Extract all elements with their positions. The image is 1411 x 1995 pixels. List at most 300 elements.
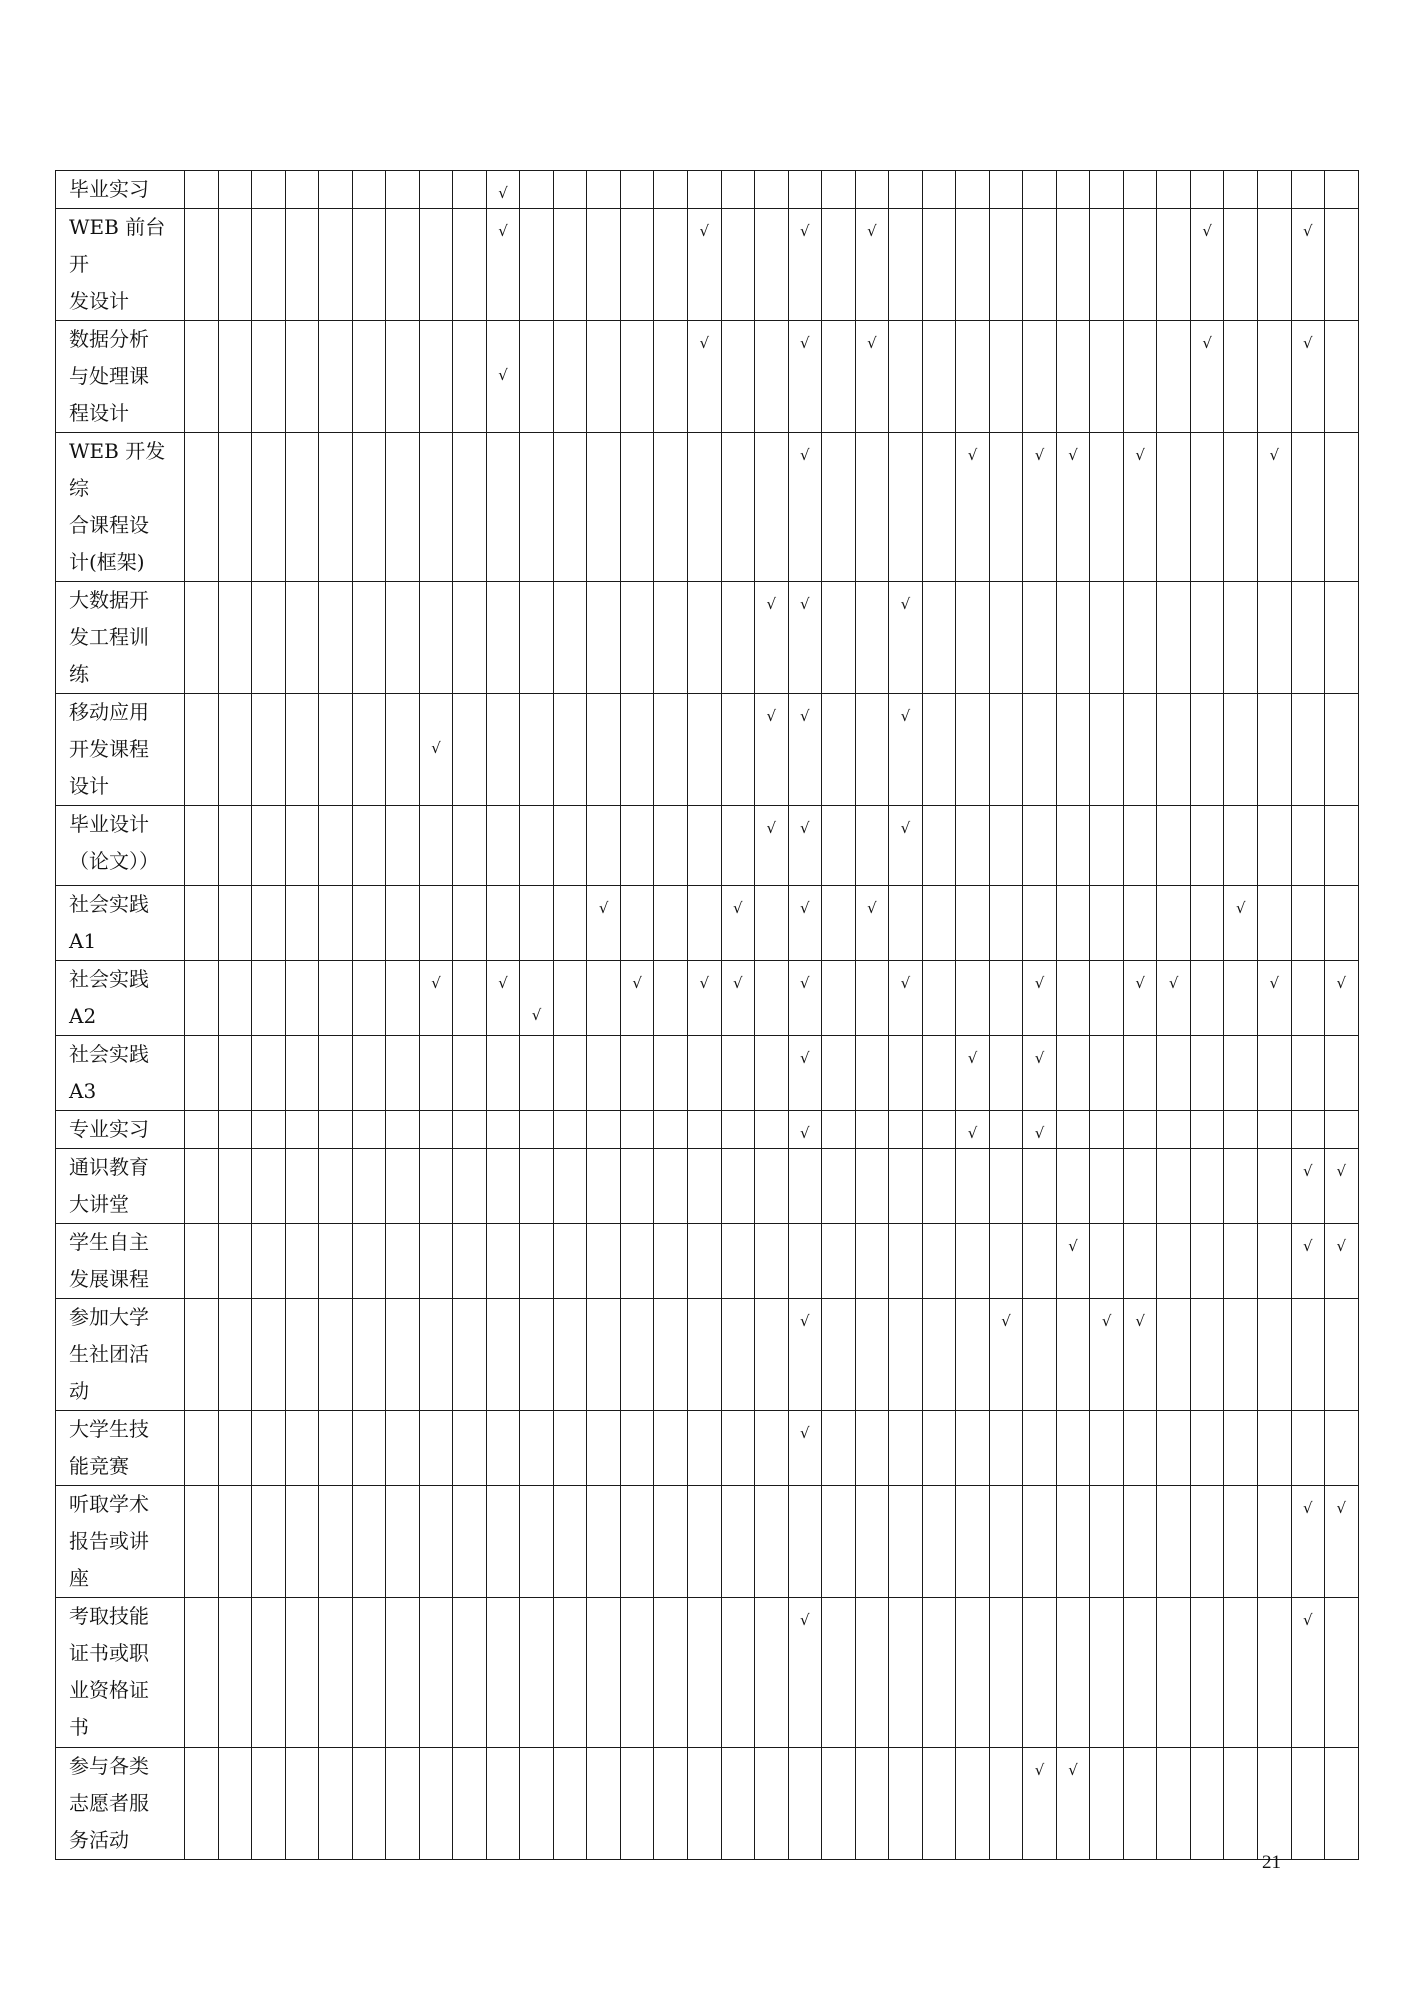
table-cell xyxy=(1023,171,1057,209)
table-cell xyxy=(822,806,856,886)
table-cell xyxy=(1224,1224,1258,1299)
table-cell xyxy=(687,1036,721,1111)
table-cell xyxy=(889,1748,923,1860)
table-cell xyxy=(386,961,420,1036)
table-cell xyxy=(319,886,353,961)
table-cell xyxy=(1123,1486,1157,1598)
table-cell xyxy=(1224,171,1258,209)
table-cell xyxy=(1291,1411,1325,1486)
table-cell xyxy=(185,321,219,433)
table-cell xyxy=(453,1111,487,1149)
table-cell xyxy=(1090,1411,1124,1486)
table-cell xyxy=(855,806,889,886)
table-cell xyxy=(822,433,856,582)
table-row xyxy=(56,1411,1359,1486)
table-cell xyxy=(687,1748,721,1860)
table-cell xyxy=(185,209,219,321)
table-cell xyxy=(922,582,956,694)
table-cell xyxy=(1157,321,1191,433)
table-cell xyxy=(185,1486,219,1598)
table-cell xyxy=(553,1224,587,1299)
table-cell xyxy=(520,209,554,321)
table-cell xyxy=(889,433,923,582)
table-cell xyxy=(218,694,252,806)
table-cell xyxy=(386,1036,420,1111)
table-cell xyxy=(185,433,219,582)
table-cell xyxy=(520,321,554,433)
table-cell xyxy=(1090,321,1124,433)
table-cell xyxy=(486,1748,520,1860)
table-cell xyxy=(386,1299,420,1411)
table-cell xyxy=(755,1598,789,1748)
table-cell xyxy=(218,209,252,321)
table-cell xyxy=(1023,886,1057,961)
check-mark: √ xyxy=(1291,321,1325,433)
table-cell xyxy=(285,886,319,961)
table-cell xyxy=(687,1111,721,1149)
table-cell xyxy=(721,1036,755,1111)
check-mark: √ xyxy=(956,433,990,582)
table-cell xyxy=(252,209,286,321)
table-cell xyxy=(587,582,621,694)
table-cell xyxy=(1291,806,1325,886)
row-label: 移动应用 开发课程 设计 xyxy=(56,694,185,806)
table-cell xyxy=(486,1111,520,1149)
table-row xyxy=(56,1149,1359,1224)
check-mark: √ xyxy=(1023,961,1057,1036)
check-mark: √ xyxy=(788,1036,822,1111)
check-mark: √ xyxy=(721,961,755,1036)
check-mark: √ xyxy=(889,694,923,806)
table-cell xyxy=(453,1411,487,1486)
table-cell xyxy=(755,961,789,1036)
check-mark: √ xyxy=(855,209,889,321)
table-cell xyxy=(654,1036,688,1111)
table-cell xyxy=(1258,1224,1292,1299)
table-cell xyxy=(855,1411,889,1486)
table-cell xyxy=(285,806,319,886)
table-cell xyxy=(1325,1411,1359,1486)
table-cell xyxy=(1291,1299,1325,1411)
table-cell xyxy=(587,1036,621,1111)
table-cell xyxy=(822,321,856,433)
table-cell xyxy=(218,1149,252,1224)
table-cell xyxy=(855,1036,889,1111)
check-mark: √ xyxy=(1258,433,1292,582)
table-cell xyxy=(218,1036,252,1111)
table-cell xyxy=(252,1486,286,1598)
table-cell xyxy=(319,1149,353,1224)
table-cell xyxy=(855,694,889,806)
table-cell xyxy=(1291,433,1325,582)
table-cell xyxy=(1224,806,1258,886)
table-cell xyxy=(185,1748,219,1860)
table-row xyxy=(56,209,1359,321)
check-mark: √ xyxy=(620,961,654,1036)
table-cell xyxy=(352,433,386,582)
table-cell xyxy=(587,694,621,806)
table-cell xyxy=(687,1299,721,1411)
table-cell xyxy=(1056,582,1090,694)
table-cell xyxy=(922,1486,956,1598)
table-cell xyxy=(218,1486,252,1598)
check-mark: √ xyxy=(1325,1149,1359,1224)
table-cell xyxy=(1090,433,1124,582)
table-cell xyxy=(922,1149,956,1224)
table-cell xyxy=(922,1598,956,1748)
table-cell xyxy=(620,1411,654,1486)
table-cell xyxy=(721,1149,755,1224)
table-cell xyxy=(755,433,789,582)
table-cell xyxy=(520,806,554,886)
table-cell xyxy=(185,886,219,961)
table-cell xyxy=(252,1111,286,1149)
table-cell xyxy=(553,1036,587,1111)
table-cell xyxy=(185,171,219,209)
table-row xyxy=(56,1598,1359,1748)
table-cell xyxy=(1224,209,1258,321)
table-cell xyxy=(1090,171,1124,209)
check-mark: √ xyxy=(687,961,721,1036)
table-cell xyxy=(352,1748,386,1860)
check-mark: √ xyxy=(889,806,923,886)
table-cell xyxy=(1056,806,1090,886)
table-cell xyxy=(1325,694,1359,806)
table-cell xyxy=(721,1224,755,1299)
table-cell xyxy=(1157,1111,1191,1149)
table-cell xyxy=(386,694,420,806)
table-cell xyxy=(319,1299,353,1411)
table-cell xyxy=(218,321,252,433)
table-cell xyxy=(218,961,252,1036)
table-cell xyxy=(453,1224,487,1299)
table-cell xyxy=(956,1224,990,1299)
table-cell xyxy=(822,209,856,321)
check-mark: √ xyxy=(1157,961,1191,1036)
table-cell xyxy=(218,806,252,886)
table-cell xyxy=(285,1748,319,1860)
check-mark: √ xyxy=(956,1036,990,1111)
table-cell xyxy=(1090,1598,1124,1748)
table-row xyxy=(56,806,1359,886)
table-cell xyxy=(989,1224,1023,1299)
table-cell xyxy=(285,1224,319,1299)
table-cell xyxy=(620,1748,654,1860)
table-cell xyxy=(352,1036,386,1111)
table-cell xyxy=(989,1149,1023,1224)
table-cell xyxy=(520,886,554,961)
table-cell xyxy=(721,806,755,886)
check-mark: √ xyxy=(788,1299,822,1411)
table-cell xyxy=(1157,694,1191,806)
table-cell xyxy=(1157,1149,1191,1224)
table-cell xyxy=(654,806,688,886)
table-cell xyxy=(755,209,789,321)
table-cell xyxy=(721,171,755,209)
table-cell xyxy=(620,433,654,582)
table-cell xyxy=(1224,1299,1258,1411)
table-cell xyxy=(855,1299,889,1411)
table-cell xyxy=(553,582,587,694)
table-cell xyxy=(453,1598,487,1748)
check-mark: √ xyxy=(788,582,822,694)
table-cell xyxy=(252,806,286,886)
table-cell xyxy=(587,806,621,886)
table-cell xyxy=(1157,806,1191,886)
table-cell xyxy=(788,171,822,209)
table-cell xyxy=(486,806,520,886)
table-cell xyxy=(185,1149,219,1224)
table-cell xyxy=(989,886,1023,961)
table-cell xyxy=(1123,1598,1157,1748)
table-cell xyxy=(1023,1149,1057,1224)
table-cell xyxy=(352,1149,386,1224)
table-cell xyxy=(285,1149,319,1224)
table-cell xyxy=(1190,886,1224,961)
table-row xyxy=(56,1486,1359,1598)
table-cell xyxy=(654,1411,688,1486)
table-cell xyxy=(1056,961,1090,1036)
table-cell xyxy=(419,806,453,886)
table-cell xyxy=(419,1149,453,1224)
table-cell xyxy=(620,1598,654,1748)
table-cell xyxy=(520,1748,554,1860)
table-cell xyxy=(185,1224,219,1299)
table-cell xyxy=(1258,209,1292,321)
table-cell xyxy=(855,433,889,582)
table-cell xyxy=(1291,886,1325,961)
table-cell xyxy=(386,582,420,694)
table-cell xyxy=(755,321,789,433)
table-cell xyxy=(1123,209,1157,321)
table-cell xyxy=(822,1411,856,1486)
row-label: WEB 开发综 合课程设 计(框架) xyxy=(56,433,185,582)
table-cell xyxy=(654,1111,688,1149)
table-cell xyxy=(587,1598,621,1748)
table-cell xyxy=(218,1224,252,1299)
table-cell xyxy=(1190,961,1224,1036)
table-cell xyxy=(687,582,721,694)
table-cell xyxy=(1123,1149,1157,1224)
table-cell xyxy=(285,433,319,582)
table-cell xyxy=(889,209,923,321)
table-cell xyxy=(419,1299,453,1411)
table-cell xyxy=(1056,1149,1090,1224)
table-cell xyxy=(822,171,856,209)
row-label: 毕业实习 xyxy=(56,171,185,209)
check-mark: √ xyxy=(1190,321,1224,433)
check-mark: √ xyxy=(989,1299,1023,1411)
table-cell xyxy=(386,433,420,582)
table-cell xyxy=(956,1486,990,1598)
table-cell xyxy=(352,1299,386,1411)
table-cell xyxy=(553,1598,587,1748)
table-cell xyxy=(285,209,319,321)
row-label: 通识教育 大讲堂 xyxy=(56,1149,185,1224)
table-cell xyxy=(620,886,654,961)
check-mark: √ xyxy=(956,1111,990,1149)
table-cell xyxy=(185,1411,219,1486)
table-cell xyxy=(1258,171,1292,209)
table-cell xyxy=(486,1149,520,1224)
table-cell xyxy=(1023,1486,1057,1598)
table-cell xyxy=(1056,694,1090,806)
table-cell xyxy=(687,1486,721,1598)
table-cell xyxy=(654,209,688,321)
table-cell xyxy=(252,1036,286,1111)
table-cell xyxy=(1224,694,1258,806)
table-cell xyxy=(989,209,1023,321)
table-cell xyxy=(956,582,990,694)
table-cell xyxy=(319,1111,353,1149)
table-cell xyxy=(721,1111,755,1149)
table-cell xyxy=(1157,1598,1191,1748)
table-cell xyxy=(922,171,956,209)
table-cell xyxy=(1224,1598,1258,1748)
table-cell xyxy=(453,1149,487,1224)
table-cell xyxy=(822,1598,856,1748)
table-cell xyxy=(285,582,319,694)
table-cell xyxy=(1090,582,1124,694)
table-cell xyxy=(822,1224,856,1299)
table-cell xyxy=(922,321,956,433)
table-cell xyxy=(1258,806,1292,886)
table-cell xyxy=(1190,1486,1224,1598)
table-cell xyxy=(620,1486,654,1598)
table-cell xyxy=(755,1224,789,1299)
table-cell xyxy=(687,1224,721,1299)
table-cell xyxy=(419,1486,453,1598)
table-cell xyxy=(855,961,889,1036)
row-label: 参与各类 志愿者服 务活动 xyxy=(56,1748,185,1860)
table-cell xyxy=(855,1598,889,1748)
table-cell xyxy=(654,433,688,582)
table-cell xyxy=(989,1486,1023,1598)
table-cell xyxy=(285,1111,319,1149)
table-cell xyxy=(1325,433,1359,582)
check-mark: √ xyxy=(721,886,755,961)
table-cell xyxy=(1023,321,1057,433)
table-cell xyxy=(520,1149,554,1224)
table-cell xyxy=(1090,1486,1124,1598)
table-cell xyxy=(1123,1111,1157,1149)
row-label: 社会实践 A3 xyxy=(56,1036,185,1111)
table-cell xyxy=(889,1036,923,1111)
table-cell xyxy=(386,321,420,433)
table-row xyxy=(56,1111,1359,1149)
table-cell xyxy=(956,321,990,433)
table-cell xyxy=(553,171,587,209)
table-cell xyxy=(419,1036,453,1111)
table-cell xyxy=(956,1748,990,1860)
table-cell xyxy=(1190,1036,1224,1111)
table-cell xyxy=(755,1149,789,1224)
table-cell xyxy=(352,171,386,209)
check-mark: √ xyxy=(788,886,822,961)
table-cell xyxy=(520,1036,554,1111)
table-cell xyxy=(1224,1411,1258,1486)
table-cell xyxy=(654,1299,688,1411)
table-cell xyxy=(319,1748,353,1860)
check-mark: √ xyxy=(1023,433,1057,582)
table-cell xyxy=(520,1598,554,1748)
table-cell xyxy=(486,886,520,961)
table-cell xyxy=(889,1224,923,1299)
table-cell xyxy=(721,321,755,433)
table-cell xyxy=(855,171,889,209)
table-cell xyxy=(520,694,554,806)
check-mark: √ xyxy=(1190,209,1224,321)
table-cell xyxy=(1325,806,1359,886)
check-mark: √ xyxy=(587,886,621,961)
table-cell xyxy=(285,961,319,1036)
table-cell xyxy=(620,806,654,886)
table-cell xyxy=(687,806,721,886)
table-cell xyxy=(285,171,319,209)
table-cell xyxy=(822,961,856,1036)
table-cell xyxy=(855,1748,889,1860)
check-mark: √ xyxy=(1023,1748,1057,1860)
table-cell xyxy=(822,1748,856,1860)
table-cell xyxy=(1258,1036,1292,1111)
table-cell xyxy=(252,1299,286,1411)
table-cell xyxy=(319,694,353,806)
table-cell xyxy=(654,1224,688,1299)
table-cell xyxy=(252,171,286,209)
table-cell xyxy=(352,1111,386,1149)
check-mark: √ xyxy=(687,209,721,321)
table-cell xyxy=(956,1299,990,1411)
table-cell xyxy=(788,1748,822,1860)
table-cell xyxy=(989,171,1023,209)
table-cell xyxy=(788,1486,822,1598)
table-cell xyxy=(1258,1486,1292,1598)
table-cell xyxy=(922,1036,956,1111)
table-cell xyxy=(419,433,453,582)
table-cell xyxy=(1258,1299,1292,1411)
table-cell xyxy=(1291,961,1325,1036)
table-cell xyxy=(855,1111,889,1149)
table-cell xyxy=(386,886,420,961)
check-mark: √ xyxy=(1123,433,1157,582)
table-cell xyxy=(956,1149,990,1224)
table-cell xyxy=(587,1224,621,1299)
check-mark: √ xyxy=(1224,886,1258,961)
table-cell xyxy=(654,321,688,433)
table-cell xyxy=(1157,171,1191,209)
table-cell xyxy=(1123,1224,1157,1299)
table-cell xyxy=(352,1224,386,1299)
check-mark: √ xyxy=(486,321,520,433)
table-cell xyxy=(1123,886,1157,961)
table-cell xyxy=(822,1036,856,1111)
check-mark: √ xyxy=(486,961,520,1036)
table-cell xyxy=(1123,1411,1157,1486)
table-cell xyxy=(386,1598,420,1748)
check-mark: √ xyxy=(855,321,889,433)
table-cell xyxy=(855,582,889,694)
check-mark: √ xyxy=(889,582,923,694)
table-cell xyxy=(553,209,587,321)
table-cell xyxy=(386,1224,420,1299)
table-cell xyxy=(1291,1036,1325,1111)
table-cell xyxy=(1224,1748,1258,1860)
table-cell xyxy=(386,209,420,321)
table-cell xyxy=(587,321,621,433)
table-cell xyxy=(1123,1036,1157,1111)
table-cell xyxy=(553,806,587,886)
table-cell xyxy=(587,171,621,209)
